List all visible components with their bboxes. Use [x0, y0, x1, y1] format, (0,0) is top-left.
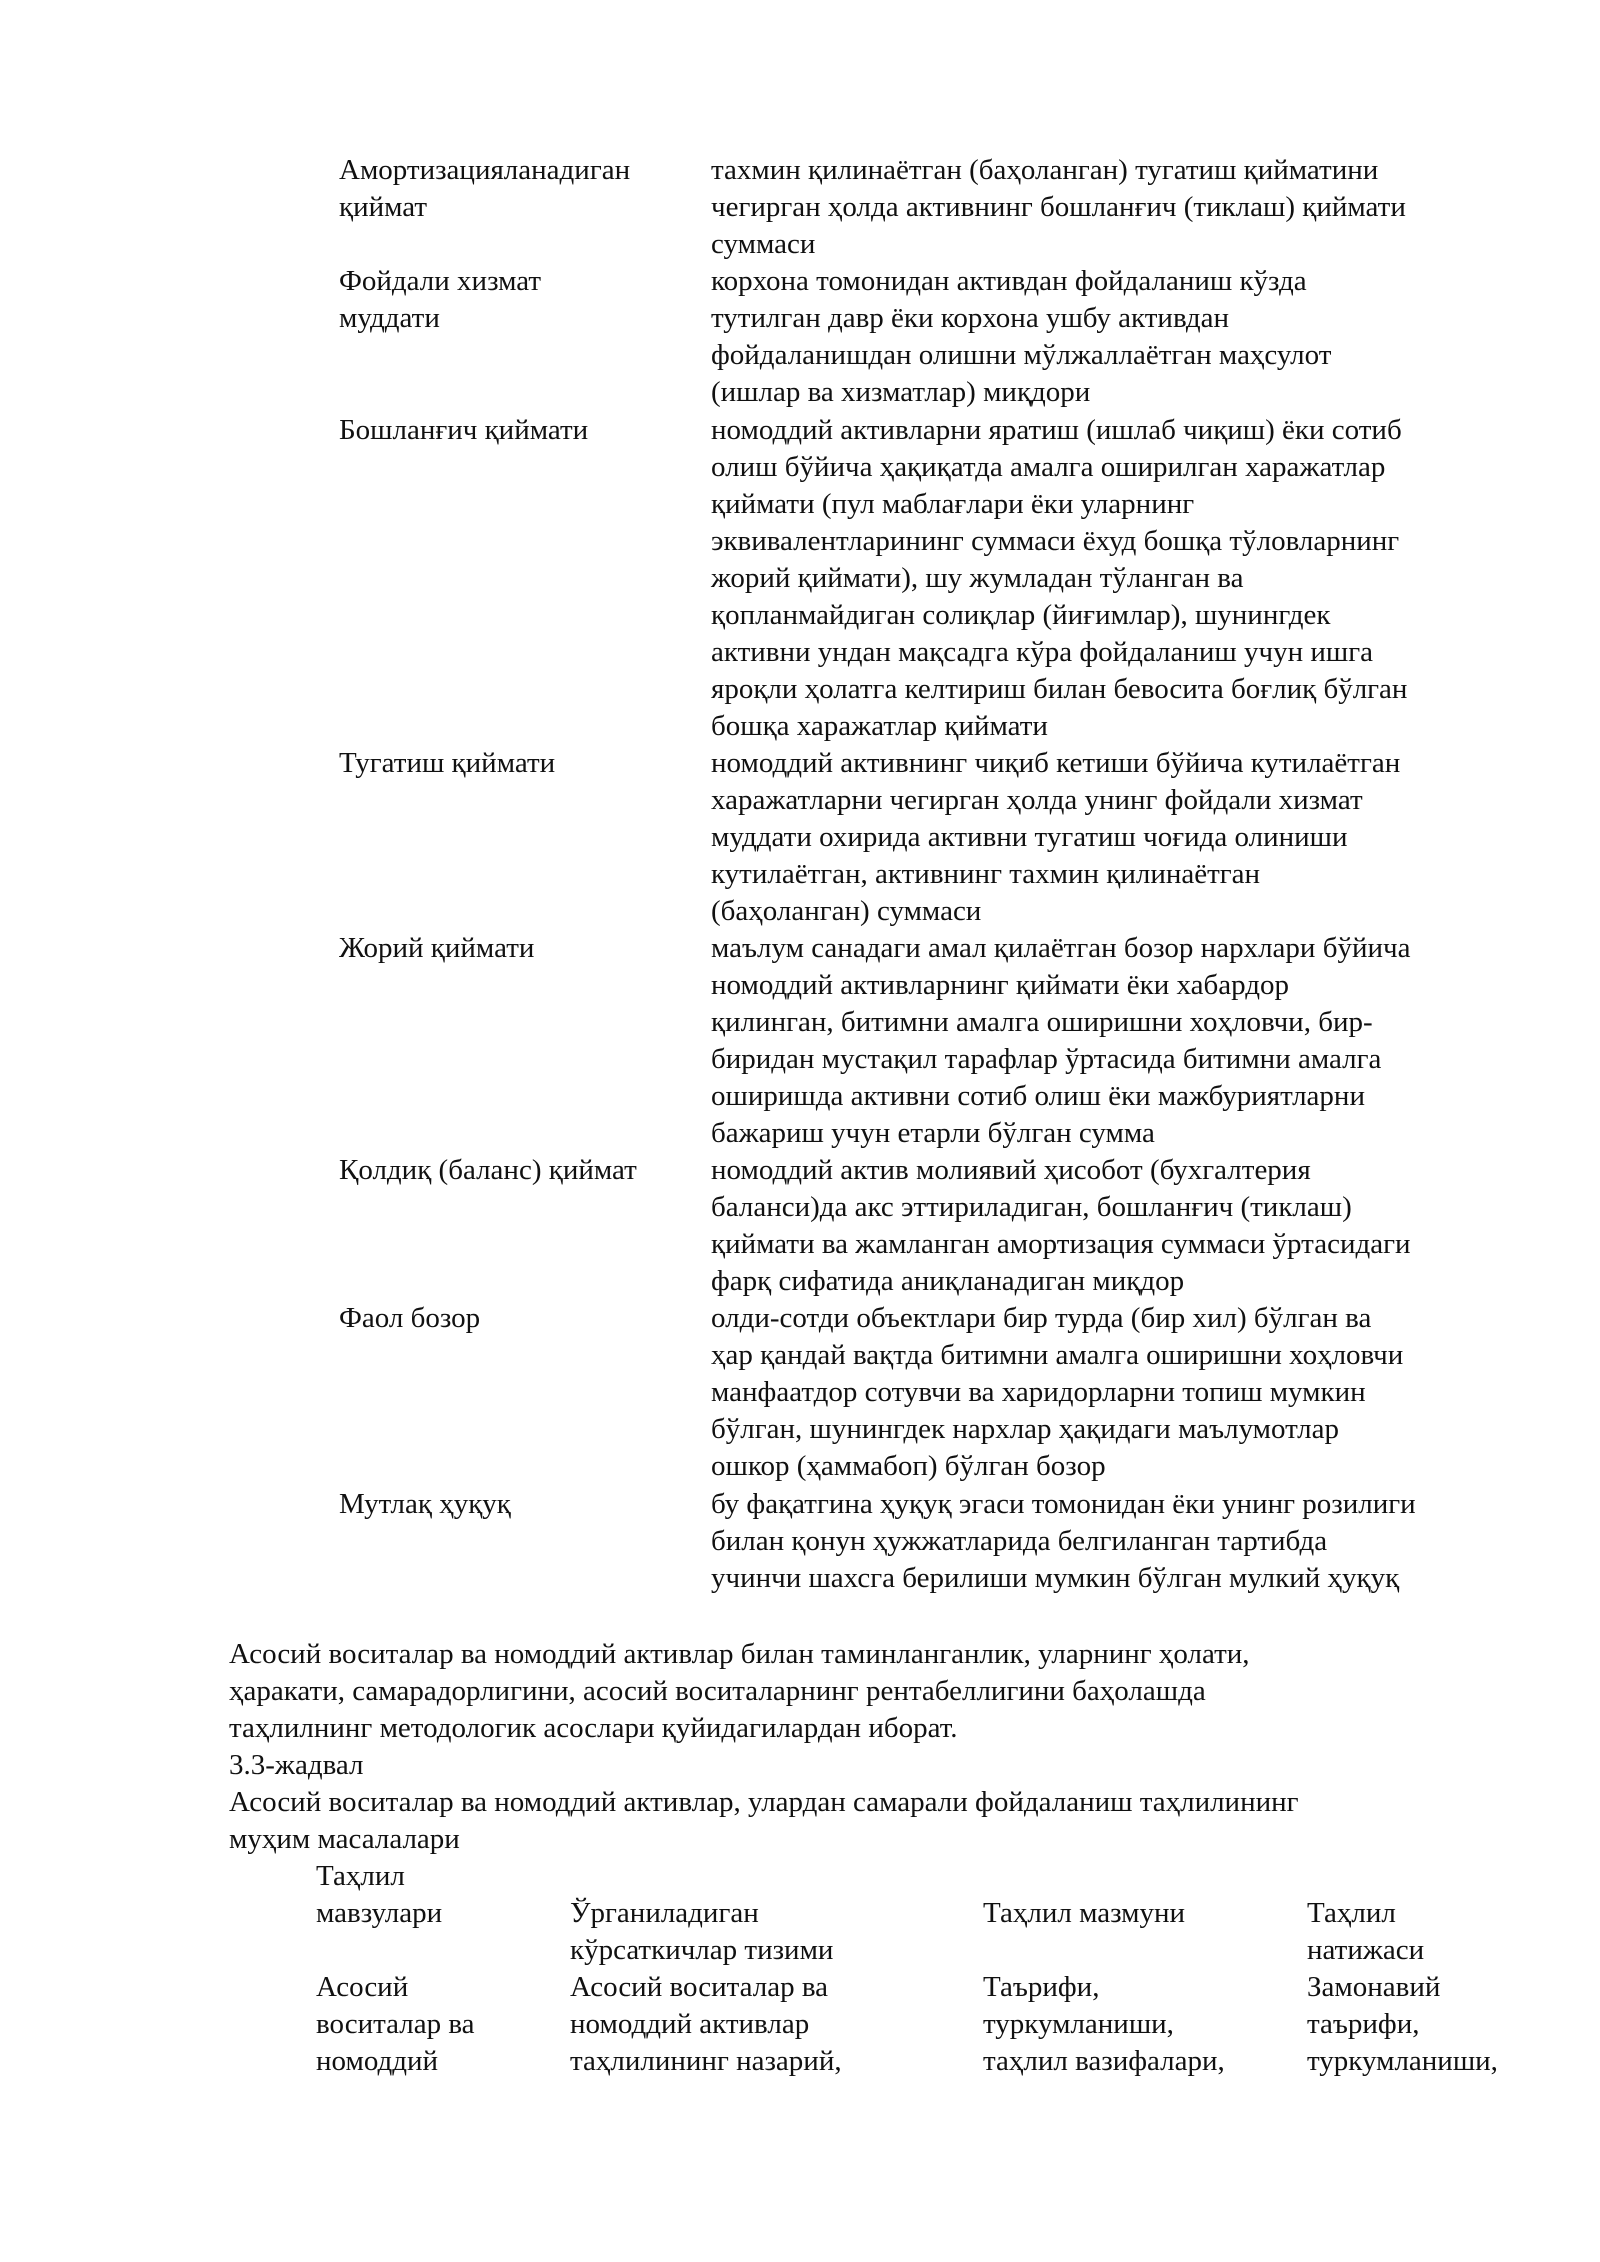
glossary-term: Бошланғич қиймати — [339, 414, 589, 446]
glossary-definition: олди-сотди объектлари бир турда (бир хил) бўлган ва ҳар қандай вақтда битимни амалга оширишни хоҳловчи манфаатдор сотувчи ва харидорларни топиш мумкин бўлган, шунингдек нархлар ҳақидаги маълумотлар ошкор (ҳаммабоп) бўлган бозор — [711, 1302, 1404, 1482]
table-cell: Асосий воситалар ва номоддий — [316, 1971, 475, 2077]
glossary-definition: маълум санадаги амал қилаётган бозор нархлари бўйича номоддий активларнинг қиймати ёки хабардор қилинган, битимни амалга оширишни хоҳловчи, бир- биридан мустақил тарафлар ўртасида битимни амалга оширишда активни сотиб олиш ёки мажбуриятларни бажариш учун етарли бўлган сумма — [711, 932, 1411, 1149]
table-cell: Замонавий таърифи, туркумланиши, — [1307, 1971, 1498, 2077]
glossary-definition: номоддий активларни яратиш (ишлаб чиқиш) ёки сотиб олиш бўйича ҳақиқатда амалга оширилган харажатлар қиймати (пул маблағлари ёки уларнинг эквивалентларининг суммаси ёхуд бошқа тўловларнинг жорий қиймати), шу жумладан тўланган ва қопланмайдиган солиқлар (йиғимлар), шунингдек активни ундан мақсадга кўра фойдаланиш учун ишга яроқли ҳолатга келтириш билан бевосита боғлиқ бўлган бошқа харажатлар қиймати — [711, 414, 1408, 742]
table-header-cell: Таҳлил натижаси — [1307, 1897, 1425, 1966]
glossary-term: Амортизацияланадиган қиймат — [339, 154, 631, 223]
glossary-definition: номоддий активнинг чиқиб кетиши бўйича кутилаётган харажатларни чегирган ҳолда унинг фойдали хизмат муддати охирида активни тугатиш чоғида олиниши кутилаётган, активнинг тахмин қилинаётган (баҳоланган) суммаси — [711, 747, 1401, 927]
glossary-definition: корхона томонидан активдан фойдаланиш кўзда тутилган давр ёки корхона ушбу активдан фойдаланишдан олишни мўлжаллаётган маҳсулот (ишлар ва хизматлар) миқдори — [711, 265, 1332, 408]
table-header-cell: Таҳлил мазмуни — [983, 1897, 1186, 1929]
table-header-cell: Ўрганиладиган кўрсаткичлар тизими — [570, 1897, 834, 1966]
intro-paragraph: Асосий воситалар ва номоддий активлар билан таминланганлик, уларнинг ҳолати, ҳаракати, самарадорлигини, асосий воситаларнинг рентабеллигини баҳолашда таҳлилнинг методологик асослари қуйидагилардан иборат. — [229, 1638, 1250, 1744]
glossary-term: Тугатиш қиймати — [339, 747, 556, 779]
glossary-term: Фаол бозор — [339, 1302, 481, 1334]
glossary-term: Жорий қиймати — [339, 932, 535, 964]
glossary-definition: тахмин қилинаётган (баҳоланган) тугатиш қийматини чегирган ҳолда активнинг бошланғич (тиклаш) қиймати суммаси — [711, 154, 1406, 260]
glossary-definition: бу фақатгина ҳуқуқ эгаси томонидан ёки унинг розилиги билан қонун ҳужжатларида белгиланган тартибда учинчи шахсга берилиши мумкин бўлган мулкий ҳуқуқ — [711, 1488, 1416, 1594]
table-cell: Асосий воситалар ва номоддий активлар таҳлилининг назарий, — [570, 1971, 842, 2077]
table-cell: Таърифи, туркумланиши, таҳлил вазифалари, — [983, 1971, 1225, 2077]
table-header-cell: Таҳлил мавзулари — [316, 1860, 443, 1929]
glossary-term: Қолдиқ (баланс) қиймат — [339, 1154, 637, 1186]
table-number: 3.3-жадвал — [229, 1749, 364, 1781]
table-title: Асосий воситалар ва номоддий активлар, улардан самарали фойдаланиш таҳлилининг муҳим масалалари — [229, 1786, 1299, 1855]
glossary-definition: номоддий актив молиявий ҳисобот (бухгалтерия баланси)да акс эттириладиган, бошланғич (тиклаш) қиймати ва жамланган амортизация суммаси ўртасидаги фарқ сифатида аниқланадиган миқдор — [711, 1154, 1411, 1297]
glossary-term: Мутлақ ҳуқуқ — [339, 1488, 511, 1520]
glossary-term: Фойдали хизмат муддати — [339, 265, 542, 334]
